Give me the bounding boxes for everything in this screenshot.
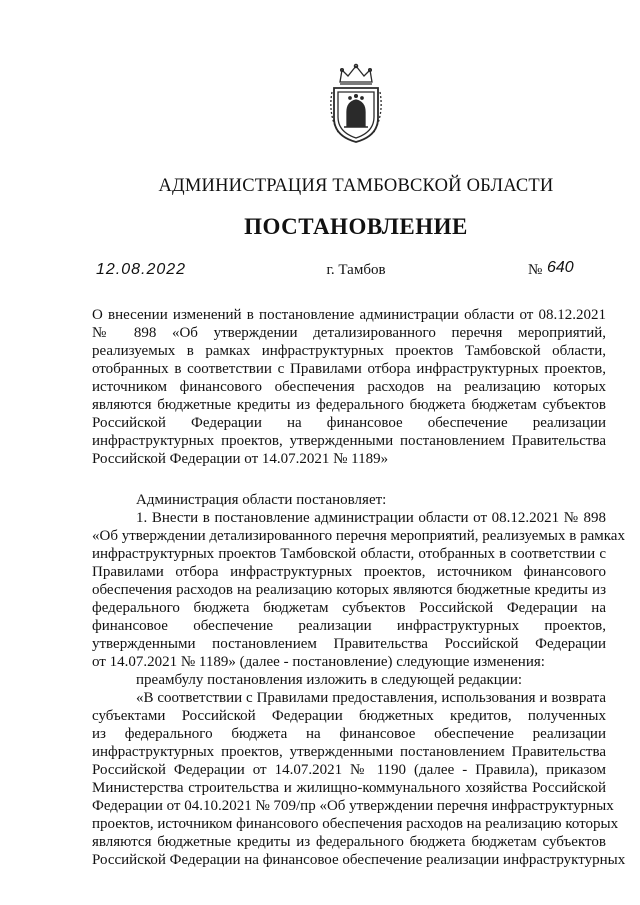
document-number: 640 [547, 259, 574, 276]
body-line: инфраструктурных проектов, утвержденными постановлением Правительства [92, 744, 606, 760]
body-line: Министерства строительства и жилищно-коммунального хозяйства Российской [92, 780, 606, 796]
organization-title: АДМИНИСТРАЦИЯ ТАМБОВСКОЙ ОБЛАСТИ [158, 176, 554, 196]
title-line: источником финансового обеспечения расходов на реализацию которых [92, 379, 606, 395]
body-line: инфраструктурных проектов Тамбовской области, отобранных в соответствии с [92, 546, 606, 562]
body-line: федерального бюджета бюджетам субъектов Российской Федерации на [92, 600, 606, 616]
document-date: 12.08.2022 [96, 261, 187, 278]
body-line: «Об утверждении детализированного перечня мероприятий, реализуемых в рамках [92, 528, 625, 544]
title-line: отобранных в соответствии с Правилами отбора инфраструктурных проектов, [92, 361, 606, 377]
body-line: субъектами Российской Федерации бюджетных кредитов, полученных [92, 708, 606, 724]
title-line: являются бюджетные кредиты из федерального бюджета бюджетам субъектов [92, 397, 606, 413]
body-line: Администрация области постановляет: [136, 492, 387, 508]
body-line: утвержденными постановлением Правительства Российской Федерации [92, 636, 606, 652]
body-line: проектов, источником финансового обеспечения расходов на реализацию которых [92, 816, 619, 832]
body-line: 1. Внести в постановление администрации области от 08.12.2021 № 898 [136, 510, 606, 526]
title-line: Российской Федерации на финансовое обеспечение реализации [92, 415, 606, 431]
document-number-label: № [528, 262, 543, 278]
title-line: № 898 «Об утверждении детализированного перечня мероприятий, [92, 325, 606, 341]
document-type: ПОСТАНОВЛЕНИЕ [244, 214, 468, 239]
body-line: Федерации от 04.10.2021 № 709/пр «Об утверждении перечня инфраструктурных [92, 798, 614, 814]
body-line: обеспечения расходов на реализацию которых являются бюджетные кредиты из [92, 582, 606, 598]
body-line: Российской Федерации на финансовое обеспечение реализации инфраструктурных [92, 852, 626, 868]
body-line: Российской Федерации от 14.07.2021 № 1190 (далее - Правила), приказом [92, 762, 606, 778]
body-line: преамбулу постановления изложить в следующей редакции: [136, 672, 523, 688]
title-line: Российской Федерации от 14.07.2021 № 1189» [92, 451, 389, 467]
body-line: Правилами отбора инфраструктурных проектов, источником финансового [92, 564, 606, 580]
body-line: от 14.07.2021 № 1189» (далее - постановление) следующие изменения: [92, 654, 545, 670]
body-line: из федерального бюджета на финансовое обеспечение реализации [92, 726, 606, 742]
title-line: реализуемых в рамках инфраструктурных проектов Тамбовской области, [92, 343, 606, 359]
title-line: О внесении изменений в постановление администрации области от 08.12.2021 [92, 307, 606, 323]
tambov-coat-of-arms-icon [326, 62, 386, 146]
document-city: г. Тамбов [326, 262, 386, 278]
body-line: «В соответствии с Правилами предоставления, использования и возврата [136, 690, 606, 706]
title-line: инфраструктурных проектов, утвержденными постановлением Правительства [92, 433, 606, 449]
body-line: финансовое обеспечение реализации инфраструктурных проектов, [92, 618, 606, 634]
body-line: являются бюджетные кредиты из федерального бюджета бюджетам субъектов [92, 834, 606, 850]
